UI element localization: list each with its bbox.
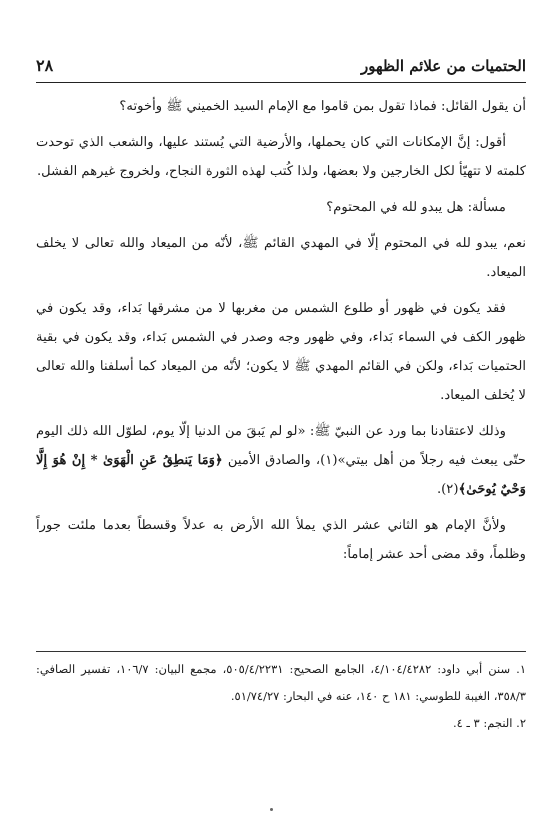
paragraph-question: أن يقول القائل: فماذا تقول بمن قاموا مع الإمام السيد الخميني ﷺ وأخوته؟ [119,99,526,114]
running-title: الحتميات من علائم الظهور [361,57,526,75]
page-header [36,46,526,83]
footnote-1: ١. سنن أبي داود: ٤/١٠٤/٤٢٨٢، الجامع الصحيح: ٥٠٥/٤/٢٢٣١، مجمع البيان: ١٠٦/٧، تفسير الصافي: ٣٥٨/٣، الغيبة للطوسي: ١٨١ ح ١٤٠، عنه في البحار: ٥١/٧٤/٢٧. [36,662,526,703]
paragraph-hadith [36,417,526,504]
quran-verse: ﴿وَمَا يَنطِقُ عَنِ الْهَوَىٰ * إِنْ هُوَ إِلَّا وَحْيٌ يُوحَىٰ﴾ [36,453,526,497]
page-number: ٢٨ [36,56,54,75]
quran-footnote-ref: (٢). [436,482,459,497]
paragraph-yes: نعم، يبدو لله في المحتوم إلّا في المهدي القائم ﷺ، لأنّه من الميعاد والله تعالى لا يخلف الميعاد. [36,236,526,280]
paragraph-answer: أقول: إنَّ الإمكانات التي كان يحملها، والأرضية التي يُستند عليها، والشعب الذي توحدت كلمته لا تتهيّأ لكل الخارجين ولا بعضها، ولذا كُتب لهذه الثورة النجاح، ولخروج غيرهم الفشل. [36,135,526,179]
paragraph-imam: ولأنَّ الإمام هو الثاني عشر الذي يملأ الله الأرض به عدلاً وقسطاً بعدما ملئت جوراً وظلماً، وقد مضى أحد عشر إماماً: [36,518,526,562]
hadith-text: وذلك لاعتقادنا بما ورد عن النبيّ ﷺ: «لو لم يَبقَ من الدنيا إلّا يوم، لطوّل الله ذلك اليوم حتّى يبعث فيه رجلاً من أهل بيتي»(١)، والصادق الأمين [36,424,527,468]
footnote-2: ٢. النجم: ٣ ـ ٤. [453,716,526,730]
paragraph-issue: مسألة: هل يبدو لله في المحتوم؟ [326,200,506,215]
footnotes [36,651,526,737]
page-body [36,92,526,576]
paragraph-bada: فقد يكون في ظهور أو طلوع الشمس من مغربها لا من مشرقها بَداء، وقد يكون في ظهور الكف في السماء بَداء، وفي ظهور وجه وصدر في الشمس بَداء، وقد يكون في بقية الحتميات بَداء، ولكن في القائم المهدي ﷺ لا يكون؛ لأنّه من الميعاد كما أسلفنا والله تعالى لا يُخلف الميعاد. [36,301,526,403]
print-mark [270,808,273,811]
